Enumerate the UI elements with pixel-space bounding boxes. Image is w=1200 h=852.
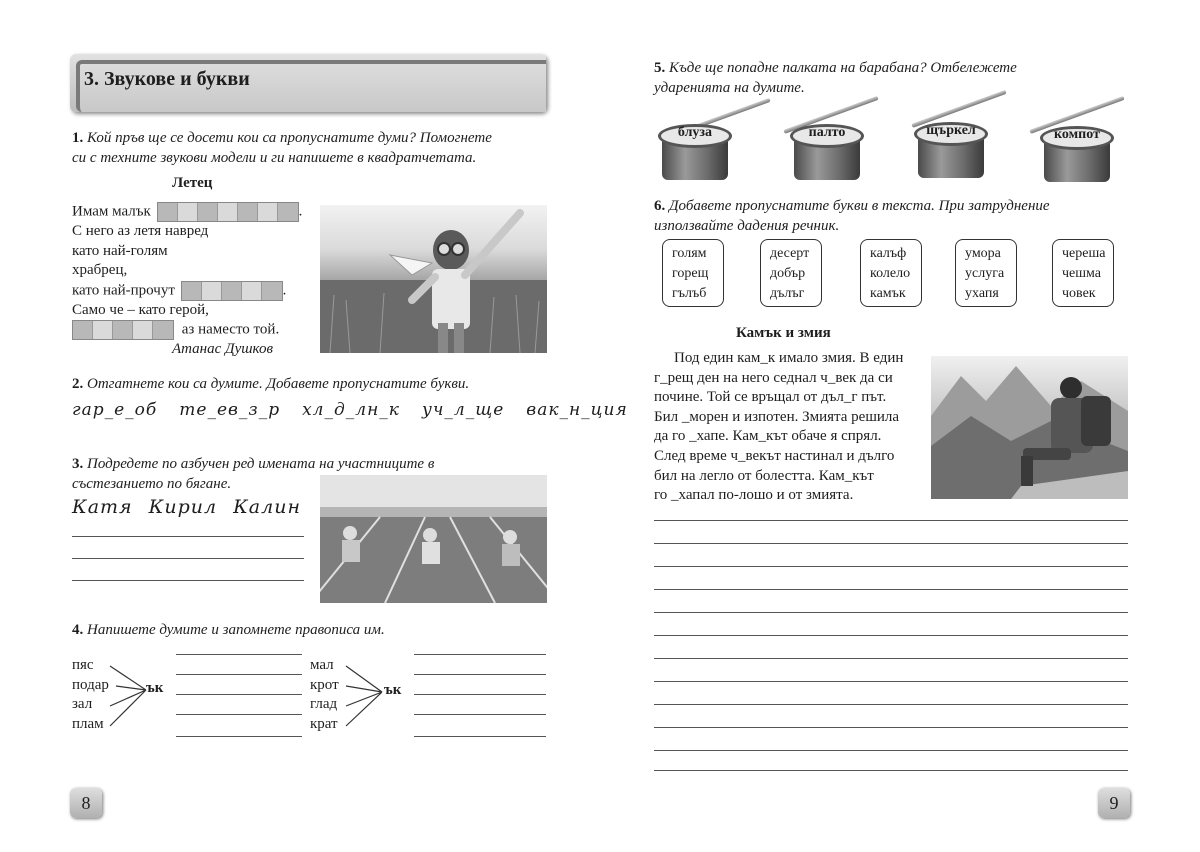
suffix-left: ък: [146, 680, 164, 696]
drum-kompot: [1040, 126, 1112, 188]
writing-line[interactable]: [654, 566, 1128, 567]
task3-instruction: 3. Подредете по азбучен ред имената на участниците в състезанието по бягане.: [72, 456, 435, 492]
writing-line[interactable]: [654, 612, 1128, 613]
poem-title: Летец: [172, 175, 213, 191]
writing-line[interactable]: [72, 558, 304, 559]
sound-model-boxes: [72, 320, 174, 340]
writing-line[interactable]: [414, 736, 546, 737]
sound-model-boxes: [157, 202, 299, 222]
writing-line[interactable]: [654, 770, 1128, 771]
poem: Имам малък . С него аз летя навред като най-голям храбрец, като най-прочут . Само че – като герой, аз наместо той. Атанас Душков: [72, 202, 302, 360]
dictionary-box: череша чешма човек: [1052, 239, 1114, 307]
writing-line[interactable]: [654, 520, 1128, 521]
writing-line[interactable]: [176, 694, 302, 695]
writing-line[interactable]: [654, 727, 1128, 728]
writing-line[interactable]: [654, 589, 1128, 590]
task4-left-words: пяс подар зал плам: [72, 657, 109, 732]
section-header: [70, 54, 546, 112]
writing-line[interactable]: [654, 750, 1128, 751]
script-word: гар_е_об: [72, 400, 158, 420]
dictionary-box: десерт добър дълъг: [760, 239, 822, 307]
task6-instruction: 6. Добавете пропуснатите букви в текста. При затруднение използвайте дадения речник.: [654, 198, 1050, 234]
task1-instruction: 1. Кой пръв ще се досети кои са пропуснатите думи? Помогнете си с техните звукови модели и ги напишете в квадратчетата.: [72, 130, 492, 166]
page-number-right: 9: [1098, 788, 1130, 818]
name-kiril: Кирил: [148, 496, 218, 518]
dictionary-box: калъф колело камък: [860, 239, 922, 307]
drum-word: блуза: [677, 125, 713, 140]
runner-names: [72, 496, 301, 518]
writing-line[interactable]: [654, 681, 1128, 682]
sound-model-boxes: [181, 281, 283, 301]
script-word: те_ев_з_р: [179, 400, 281, 420]
writing-line[interactable]: [414, 694, 546, 695]
writing-line[interactable]: [654, 704, 1128, 705]
name-kalin: Калин: [233, 496, 301, 518]
suffix-right: ък: [384, 682, 402, 698]
writing-line[interactable]: [654, 635, 1128, 636]
dictionary-box: голям горещ гълъб: [662, 239, 724, 307]
task5-instruction: 5. Къде ще попадне палката на барабана? Отбележете ударенията на думите.: [654, 60, 1017, 96]
writing-line[interactable]: [176, 654, 302, 655]
writing-line[interactable]: [414, 714, 546, 715]
drum-shturkel: [914, 122, 986, 184]
drum-bluza: [658, 124, 730, 186]
story-text: Под един кам_к имало змия. В един г_рещ ден на него седнал ч_век да си почине. Той се връщал от дъл_г път. Бил _морен и изпотен. Змията решила да го _хапе. Кам_кът обаче я спрял. След време ч_векът настинал и дълго бил на легло от болестта. Кам_кът го _хапал по-лошо и от змията.: [654, 350, 904, 504]
drum-word: компот: [1054, 127, 1100, 142]
script-word: вак_н_ция: [526, 400, 628, 420]
dictionary-box: умора услуга ухапя: [955, 239, 1017, 307]
drum-word: щъркел: [926, 123, 976, 138]
script-word: хл_д_лн_к: [302, 400, 400, 420]
arrows-right: [344, 660, 386, 736]
story-title: Камък и змия: [736, 325, 831, 341]
page-number-left: 8: [70, 788, 102, 818]
running-kids-photo: [320, 475, 547, 603]
task2-words: [72, 400, 628, 420]
name-katya: Катя: [72, 496, 133, 518]
poem-author: Атанас Душков: [172, 341, 274, 357]
writing-line[interactable]: [654, 543, 1128, 544]
drum-word: палто: [808, 125, 846, 140]
writing-line[interactable]: [176, 674, 302, 675]
writing-line[interactable]: [654, 658, 1128, 659]
writing-line[interactable]: [176, 736, 302, 737]
drum-palto: [790, 124, 862, 186]
section-title: 3. Звукове и букви: [84, 68, 250, 90]
hiker-mountain-photo: [931, 356, 1128, 499]
writing-line[interactable]: [72, 536, 304, 537]
writing-line[interactable]: [72, 580, 304, 581]
task4-right-words: мал крот глад крат: [310, 657, 339, 732]
writing-line[interactable]: [414, 674, 546, 675]
task2-instruction: 2. Отгатнете кои са думите. Добавете пропуснатите букви.: [72, 376, 470, 392]
writing-line[interactable]: [414, 654, 546, 655]
arrows-left: [108, 660, 150, 736]
writing-line[interactable]: [176, 714, 302, 715]
script-word: уч_л_ще: [421, 400, 505, 420]
task4-instruction: 4. Напишете думите и запомнете правописа им.: [72, 622, 385, 638]
pilot-girl-photo: [320, 205, 547, 353]
